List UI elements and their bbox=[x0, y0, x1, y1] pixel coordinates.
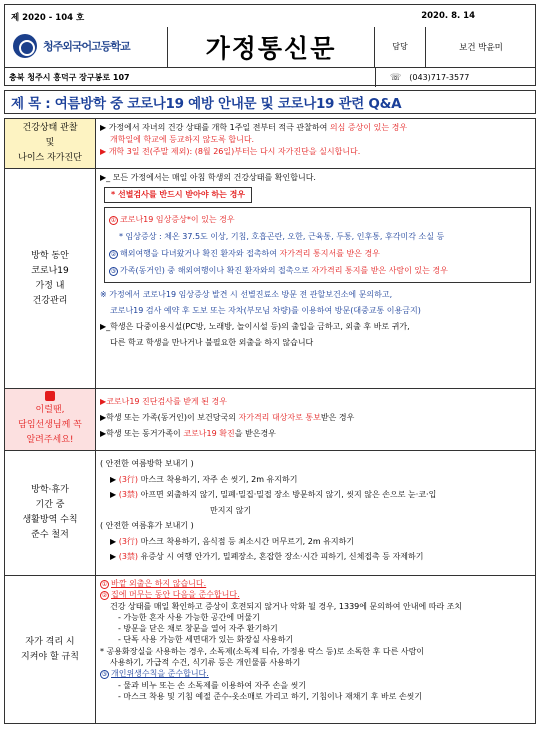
sign-value: 보건 박윤미 bbox=[425, 27, 536, 67]
text: - 가능한 혼자 사용 가능한 공간에 머물기 bbox=[118, 612, 260, 622]
phone-number: (043)717-3577 bbox=[409, 73, 470, 82]
label-line: 준수 철저 bbox=[31, 530, 69, 540]
text: ▶ bbox=[110, 552, 119, 561]
header bbox=[4, 4, 536, 86]
text: - 마스크 착용 및 기침 예절 준수-옷소매로 가리고 하기, 기침이나 재채기 후 바로 손씻기 bbox=[118, 691, 423, 701]
screening-box: * 선별검사를 반드시 받아야 하는 경우 bbox=[104, 187, 252, 203]
text: * 임상증상 : 체온 37.5도 이상, 기침, 호흡곤란, 오한, 근육통, 두통, 인후통, 후각미각 소실 등 bbox=[119, 232, 445, 242]
label-line: 이럴땐, bbox=[35, 405, 65, 415]
text: - 단독 사용 가능한 세면대가 있는 화장실 사용하기 bbox=[118, 635, 294, 645]
section-body bbox=[96, 119, 535, 168]
text: 가족(동거인) 중 해외여행이나 확진 환자와의 접촉으로 bbox=[120, 266, 312, 276]
school-logo bbox=[13, 29, 163, 63]
section-label bbox=[5, 119, 96, 168]
section-body bbox=[96, 389, 535, 450]
text: 코로나19 검사 예약 후 도보 또는 자차(부모님 차량)를 이용하여 방문(대중교통 이용금지) bbox=[110, 306, 421, 316]
label-line: 기간 중 bbox=[35, 500, 65, 510]
text: ▶ bbox=[110, 490, 119, 499]
text: 사용하기, 가급적 수건, 식기류 등은 개인물품 사용하기 bbox=[110, 658, 301, 668]
section-label bbox=[5, 389, 96, 450]
text: ▶ bbox=[110, 536, 119, 546]
sign-label: 담당 bbox=[392, 42, 408, 51]
text: 의심 증상이 있는 경우 bbox=[329, 123, 408, 132]
subject-bar bbox=[4, 90, 536, 114]
subject-text: 제 목 : 여름방학 중 코로나19 예방 안내문 및 코로나19 관련 Q&A bbox=[11, 96, 402, 112]
section-body bbox=[96, 451, 535, 575]
label-line: 나이스 자가진단 bbox=[18, 153, 82, 163]
text: (3禁) bbox=[118, 490, 139, 499]
label-line: 가정 내 bbox=[35, 280, 65, 291]
number-badge: ② bbox=[110, 251, 117, 259]
text: ▶ bbox=[110, 474, 119, 484]
issue-number: 제 2020 - 104 호 bbox=[11, 13, 85, 23]
text: 해외여행을 다녀왔거나 확진 환자와 접촉하여 bbox=[120, 249, 280, 259]
section-self-quarantine bbox=[5, 576, 535, 723]
text: 받은 경우 bbox=[320, 413, 355, 422]
text: 코로나19 확진 bbox=[183, 429, 235, 438]
text: - 물과 비누 또는 손 소독제를 이용하여 자주 손을 씻기 bbox=[118, 680, 307, 690]
label-line: 자가 격리 시 bbox=[25, 636, 75, 647]
text: 개인위생수칙을 준수합니다. bbox=[111, 669, 209, 679]
phone-icon: ☏ bbox=[390, 72, 402, 83]
section-label bbox=[5, 576, 96, 723]
number-badge: ③ bbox=[101, 671, 108, 679]
text: 을 받은경우 bbox=[234, 429, 276, 438]
text: ▶_학생은 다중이용시설(PC방, 노래방, 놀이시설 등)의 출입을 금하고, 외출 후 바로 귀가, bbox=[100, 322, 410, 332]
newsletter-page bbox=[4, 4, 536, 732]
text: (3行) bbox=[118, 474, 139, 484]
section-body bbox=[96, 169, 535, 388]
label-line: 지켜야 할 규칙 bbox=[21, 651, 79, 662]
text: 자가격리 통지서를 받은 경우 bbox=[279, 249, 380, 259]
number-badge: ① bbox=[110, 217, 117, 225]
school-seal-icon bbox=[13, 34, 37, 58]
issue-date: 2020. 8. 14 bbox=[421, 11, 475, 21]
label-line: 건강관리 bbox=[32, 295, 68, 306]
text: 마스크 착용하기, 자주 손 씻기, 2m 유지하기 bbox=[138, 474, 298, 484]
text: 건강 상태를 매일 확인하고 증상이 호전되지 않거나 악화 될 경우, 1339에 문의하여 안내에 따라 조치 bbox=[110, 601, 463, 611]
text: 마스크 착용하기, 음식점 등 최소시간 머무르기, 2m 유지하기 bbox=[138, 536, 355, 546]
text: 집에 머무는 동안 다음을 준수합니다. bbox=[111, 590, 240, 600]
text: (3禁) bbox=[118, 552, 139, 561]
text: ▶코로나19 진단검사를 받게 된 경우 bbox=[100, 397, 227, 406]
text: ▶학생 또는 동거가족이 bbox=[100, 429, 184, 438]
page-title: 가정통신문 bbox=[205, 34, 337, 63]
number-badge: ① bbox=[101, 581, 108, 588]
text: (3行) bbox=[118, 536, 139, 546]
label-line: 방학·휴가 bbox=[31, 485, 69, 495]
label-line: 코로나19 bbox=[31, 265, 69, 276]
section-body bbox=[96, 576, 535, 723]
section-vacation-rules bbox=[5, 451, 535, 576]
text: ▶_ 모든 가정에서는 매일 아침 학생의 건강상태를 확인합니다. bbox=[100, 173, 316, 182]
content-table bbox=[4, 118, 536, 724]
text: 자가격리 통지를 받은 사람이 있는 경우 bbox=[311, 266, 448, 276]
text: 아프면 외출하지 않기, 밀폐·밀집·밀접 장소 방문하지 않기, 씻지 않은 손으로 눈·코·입 bbox=[138, 490, 437, 499]
section-label bbox=[5, 169, 96, 388]
label-line: 방학 동안 bbox=[31, 250, 69, 261]
text: ※ 가정에서 코로나19 임상증상 발견 시 선별진료소 방문 전 관할보건소에 문의하고, bbox=[100, 290, 393, 300]
text: 다른 학교 학생을 만나거나 불필요한 외출을 하지 않습니다 bbox=[110, 338, 314, 348]
title-box bbox=[167, 27, 375, 67]
label-line: 생활방역 수칙 bbox=[22, 515, 78, 525]
section-health-check bbox=[5, 119, 535, 169]
text: ▶학생 또는 가족(동거인)이 보건당국의 bbox=[100, 413, 239, 422]
screening-detail-box bbox=[104, 207, 531, 283]
text: ▶ 가정에서 자녀의 건강 상태를 개학 1주일 전부터 적극 관찰하여 bbox=[100, 123, 330, 132]
section-notify-teacher bbox=[5, 389, 535, 451]
text: ▶ 개학 3일 전(주말 제외): (8월 26일)부터는 다시 자가진단을 실시합니다. bbox=[100, 147, 361, 157]
text: 자가격리 대상자로 통보 bbox=[238, 413, 321, 422]
text: 만지지 않기 bbox=[210, 505, 252, 515]
number-badge: ② bbox=[101, 592, 108, 600]
subheading: ( 안전한 여름방학 보내기 ) bbox=[100, 459, 194, 468]
warning-icon bbox=[45, 391, 55, 401]
text: * 공용화장실을 사용하는 경우, 소독제(소독제 티슈, 가정용 락스 등)로 소독한 후 다른 사람이 bbox=[100, 646, 425, 656]
text: 유증상 시 여행 안가기, 밀폐장소, 혼잡한 장소·시간 피하기, 신체접촉 등 자제하기 bbox=[138, 552, 424, 561]
text: 바깥 외출은 하지 않습니다. bbox=[111, 579, 207, 588]
text: 코로나19 임상증상*이 있는 경우 bbox=[120, 215, 235, 225]
text: - 방문을 닫은 채로 창문을 열어 자주 환기하기 bbox=[118, 624, 278, 634]
label-line: 담임선생님께 꼭 bbox=[18, 420, 82, 430]
subheading: ( 안전한 여름휴가 보내기 ) bbox=[100, 521, 194, 530]
section-label bbox=[5, 451, 96, 575]
sign-box bbox=[375, 27, 536, 67]
phone-cell bbox=[375, 68, 536, 87]
school-name: 청주외국어고등학교 bbox=[43, 40, 130, 53]
text: 개학일에 학교에 등교하지 않도록 합니다. bbox=[110, 135, 255, 145]
number-badge: ③ bbox=[110, 268, 117, 276]
label-line: 건강상태 관찰 bbox=[22, 123, 78, 133]
section-home-health bbox=[5, 169, 535, 389]
label-line: 알려주세요! bbox=[26, 435, 74, 445]
address-row bbox=[5, 67, 535, 86]
label-line: 및 bbox=[45, 138, 55, 148]
school-address: 충북 청주시 흥덕구 장구봉로 107 bbox=[9, 73, 130, 82]
